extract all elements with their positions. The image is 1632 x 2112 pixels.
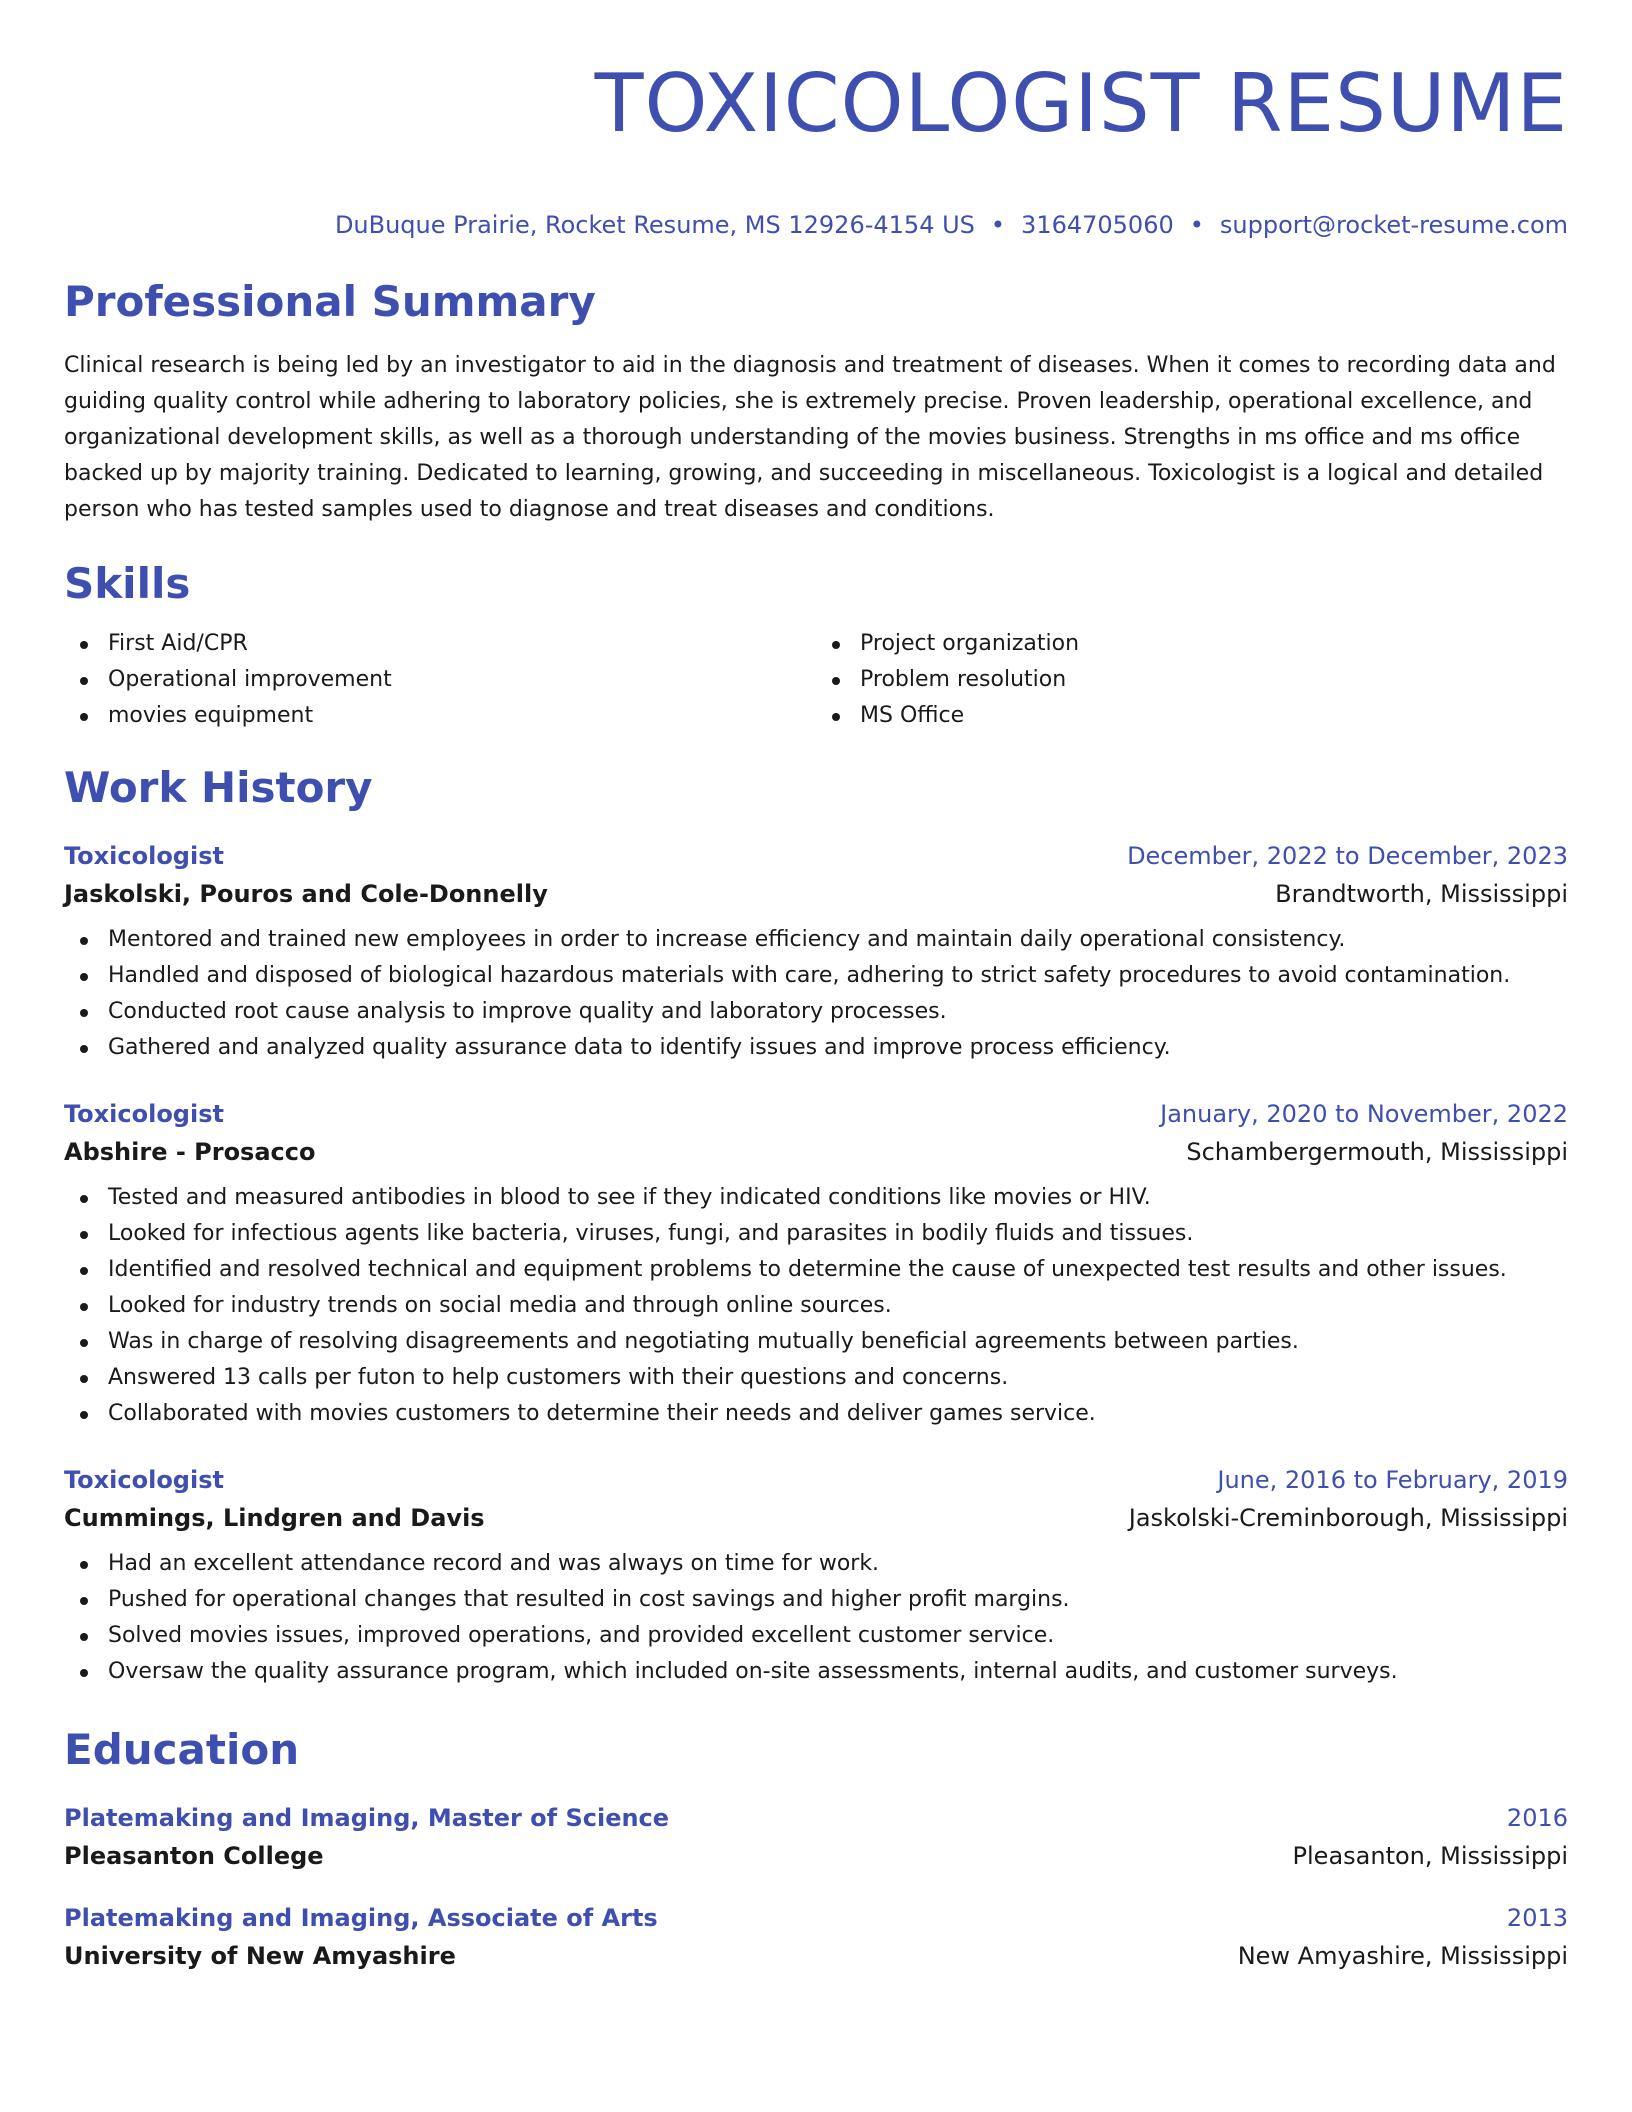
education-location: New Amyashire, Mississippi (1237, 1942, 1568, 1970)
resume-title: TOXICOLOGIST RESUME (594, 57, 1568, 150)
skills-section (64, 558, 1568, 734)
job-bullet: Collaborated with movies customers to determine their needs and deliver games service. (64, 1396, 1568, 1432)
job-bullet: Solved movies issues, improved operations, and provided excellent customer service. (64, 1618, 1568, 1654)
skill-item: Project organization (816, 626, 1568, 662)
contact-phone: 3164705060 (1021, 211, 1174, 239)
job-role: Toxicologist (64, 1100, 224, 1128)
contact-separator: • (1189, 211, 1204, 239)
job-bullet: Answered 13 calls per futon to help customers with their questions and concerns. (64, 1360, 1568, 1396)
job-bullet: Conducted root cause analysis to improve quality and laboratory processes. (64, 994, 1568, 1030)
job-header-row (64, 1462, 1568, 1498)
resume-header (64, 0, 1568, 240)
job-entry (64, 1096, 1568, 1432)
job-role: Toxicologist (64, 1466, 224, 1494)
job-bullet: Tested and measured antibodies in blood to see if they indicated conditions like movies or HIV. (64, 1180, 1568, 1216)
job-company: Jaskolski, Pouros and Cole-Donnelly (64, 880, 548, 908)
education-school: University of New Amyashire (64, 1942, 456, 1970)
section-title-education: Education (64, 1725, 300, 1774)
job-bullet: Looked for industry trends on social media and through online sources. (64, 1288, 1568, 1324)
job-bullet: Identified and resolved technical and equipment problems to determine the cause of unexpected test results and other issues. (64, 1252, 1568, 1288)
education-header-row (64, 1800, 1568, 1836)
contact-address: DuBuque Prairie, Rocket Resume, MS 12926-4154 US (334, 211, 975, 239)
job-bullets (64, 922, 1568, 1066)
job-dates: June, 2016 to February, 2019 (1217, 1466, 1568, 1494)
education-header-row (64, 1900, 1568, 1936)
education-year: 2016 (1506, 1804, 1568, 1832)
job-bullet: Was in charge of resolving disagreements and negotiating mutually beneficial agreements between parties. (64, 1324, 1568, 1360)
education-year: 2013 (1506, 1904, 1568, 1932)
job-bullet: Gathered and analyzed quality assurance data to identify issues and improve process efficiency. (64, 1030, 1568, 1066)
skills-list-right (816, 626, 1568, 734)
job-company: Cummings, Lindgren and Davis (64, 1504, 485, 1532)
education-degree: Platemaking and Imaging, Master of Science (64, 1804, 670, 1832)
job-header-row (64, 838, 1568, 874)
education-school: Pleasanton College (64, 1842, 324, 1870)
education-section (64, 1724, 1568, 1976)
skill-item: MS Office (816, 698, 1568, 734)
job-header-row (64, 1096, 1568, 1132)
skill-item: Operational improvement (64, 662, 816, 698)
skills-columns (64, 626, 1568, 734)
skill-item: movies equipment (64, 698, 816, 734)
job-bullet: Pushed for operational changes that resulted in cost savings and higher profit margins. (64, 1582, 1568, 1618)
contact-email: support@rocket-resume.com (1219, 211, 1568, 239)
section-title-work: Work History (64, 763, 373, 812)
job-bullet: Looked for infectious agents like bacteria, viruses, fungi, and parasites in bodily fluids and tissues. (64, 1216, 1568, 1252)
job-company: Abshire - Prosacco (64, 1138, 316, 1166)
contact-separator: • (990, 211, 1006, 239)
job-bullet: Oversaw the quality assurance program, which included on-site assessments, internal audits, and customer surveys. (64, 1654, 1568, 1690)
professional-summary-section (64, 276, 1568, 528)
education-entry (64, 1900, 1568, 1976)
job-location: Schambergermouth, Mississippi (1186, 1138, 1568, 1166)
work-history-section (64, 762, 1568, 1690)
job-company-row (64, 1132, 1568, 1172)
job-bullets (64, 1180, 1568, 1432)
job-entry (64, 838, 1568, 1066)
job-location: Jaskolski-Creminborough, Mississippi (1128, 1504, 1568, 1532)
section-title-summary: Professional Summary (64, 277, 596, 326)
section-title-skills: Skills (64, 559, 191, 608)
skill-item: First Aid/CPR (64, 626, 816, 662)
job-dates: January, 2020 to November, 2022 (1160, 1100, 1568, 1128)
job-location: Brandtworth, Mississippi (1275, 880, 1568, 908)
job-entry (64, 1462, 1568, 1690)
skills-list-left (64, 626, 816, 734)
skill-item: Problem resolution (816, 662, 1568, 698)
education-school-row (64, 1936, 1568, 1976)
job-bullet: Had an excellent attendance record and was always on time for work. (64, 1546, 1568, 1582)
contact-line (64, 210, 1568, 240)
education-degree: Platemaking and Imaging, Associate of Arts (64, 1904, 658, 1932)
education-location: Pleasanton, Mississippi (1292, 1842, 1568, 1870)
summary-paragraph: Clinical research is being led by an investigator to aid in the diagnosis and treatment of diseases. When it comes to recording data and guiding quality control while adhering to laboratory policies, she is extremely precise. Proven leadership, operational excellence, and organizational development skills, as well as a thorough understanding of the movies business. Strengths in ms office and ms office backed up by majority training. Dedicated to learning, growing, and succeeding in miscellaneous. Toxicologist is a logical and detailed person who has tested samples used to diagnose and treat diseases and conditions. (64, 353, 1556, 522)
education-school-row (64, 1836, 1568, 1876)
job-role: Toxicologist (64, 842, 224, 870)
job-company-row (64, 874, 1568, 914)
job-company-row (64, 1498, 1568, 1538)
job-dates: December, 2022 to December, 2023 (1127, 842, 1568, 870)
education-entry (64, 1800, 1568, 1876)
job-bullets (64, 1546, 1568, 1690)
job-bullet: Handled and disposed of biological hazardous materials with care, adhering to strict safety procedures to avoid contamination. (64, 958, 1568, 994)
job-bullet: Mentored and trained new employees in order to increase efficiency and maintain daily operational consistency. (64, 922, 1568, 958)
